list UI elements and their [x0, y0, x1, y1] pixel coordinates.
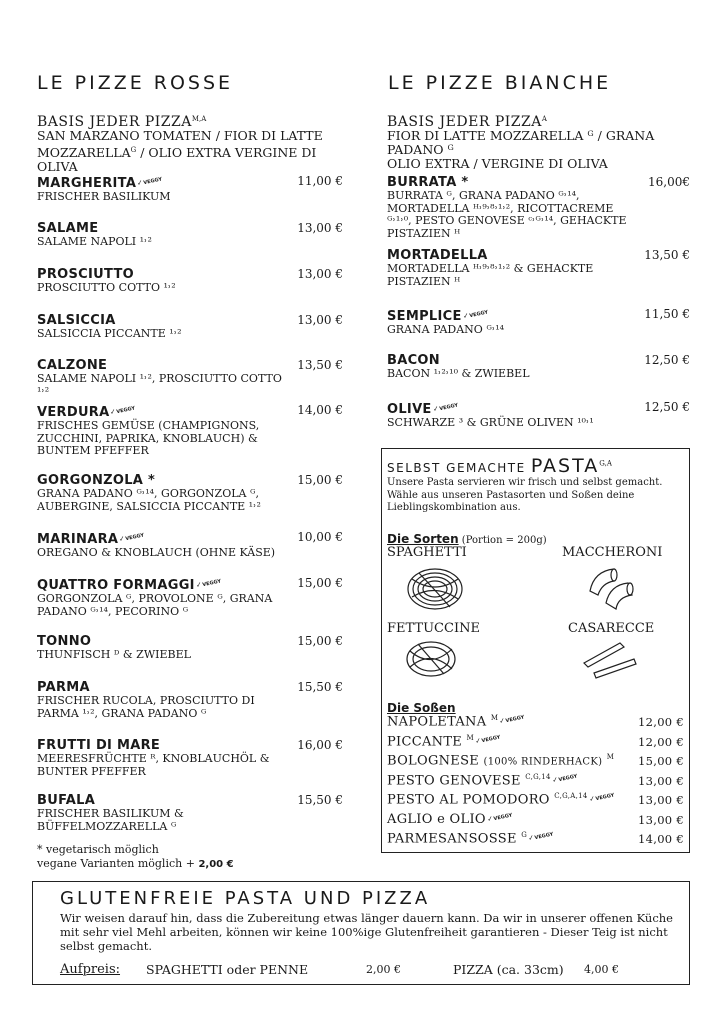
- sauce-name: PARMESANSOSSE: [387, 831, 517, 847]
- item-description: BACON ¹˒²˒¹⁰ & ZWIEBEL: [387, 367, 530, 380]
- menu-item: [37, 473, 343, 513]
- allergen-codes: M: [466, 733, 475, 742]
- veggy-icon: ✓ VEGGY: [136, 172, 164, 193]
- menu-item: [387, 353, 690, 381]
- sauce-price: 13,00 €: [638, 793, 684, 807]
- menu-item: [37, 530, 343, 560]
- sauce-price: 12,00 €: [638, 734, 684, 749]
- item-name: SEMPLICE✓ VEGGY: [387, 307, 690, 324]
- item-price: 11,00 €: [297, 174, 343, 188]
- item-description: BURRATA ᴳ, GRANA PADANO ᴳ˒¹⁴, MORTADELLA ᴴ˒⁹˒⁸˒¹˒², RICOTTACREME ᴳ˒¹˒⁰, PESTO GENOVESE ᶜ˒ᴳ˒¹⁴, GEHACKTE PISTAZIEN ᴴ: [387, 189, 627, 240]
- veggy-icon: ✓ VEGGY: [528, 830, 554, 843]
- item-name: VERDURA✓ VEGGY: [37, 403, 343, 420]
- veggy-icon: ✓ VEGGY: [551, 771, 577, 784]
- sauce-price: 12,00 €: [638, 715, 684, 729]
- item-name: PARMA: [37, 680, 90, 695]
- allergen-codes: C,G,A,14: [554, 792, 588, 800]
- sauce-extra: (100% RINDERHACK): [483, 756, 603, 768]
- veggy-icon: ✓ VEGGY: [499, 713, 525, 726]
- menu-item: [37, 403, 343, 458]
- allergen-codes: G: [521, 831, 528, 839]
- item-price: 13,50 €: [644, 248, 690, 262]
- item-description: SALAME NAPOLI ¹˒², PROSCIUTTO COTTO ¹˒²: [37, 372, 282, 398]
- item-price: 14,00 €: [297, 403, 343, 417]
- item-price: 11,50 €: [644, 307, 690, 321]
- footnote-vegetarisch: * vegetarisch möglich: [37, 843, 159, 856]
- item-name: MARGHERITA✓ VEGGY: [37, 174, 343, 191]
- fettuccine-icon: [404, 639, 458, 679]
- item-name: QUATTRO FORMAGGI✓ VEGGY: [37, 576, 343, 593]
- sauce-item: [387, 792, 684, 807]
- sorte-spaghetti: SPAGHETTI: [387, 545, 467, 560]
- veggy-icon: ✓ VEGGY: [588, 791, 614, 804]
- item-description: FRISCHER BASILIKUM & BÜFFELMOZZARELLA ᴳ: [37, 807, 184, 833]
- gluten-box: [32, 881, 690, 985]
- item-name: OLIVE✓ VEGGY: [387, 400, 690, 417]
- sauce-price: 14,00 €: [638, 832, 684, 846]
- menu-item: [37, 738, 343, 778]
- sauce-name: AGLIO e OLIO: [387, 811, 486, 827]
- item-price: 15,00 €: [297, 576, 343, 590]
- item-name: SALAME: [37, 221, 99, 236]
- menu-item: [37, 313, 343, 341]
- allergen-codes: M: [606, 753, 615, 761]
- sauce-item: [387, 753, 684, 768]
- menu-item: [387, 248, 690, 288]
- rosse-basis-head: BASIS JEDER PIZZA: [37, 114, 192, 131]
- bianche-title: LE PIZZE BIANCHE: [388, 72, 612, 94]
- item-description: SALAME NAPOLI ¹˒²: [37, 235, 152, 248]
- item-name: FRUTTI DI MARE: [37, 738, 161, 753]
- item-description: GRANA PADANO ᴳ˒¹⁴, GORGONZOLA ᴳ, AUBERGINE, SALSICCIA PICCANTE ¹˒²: [37, 487, 261, 513]
- bianche-basis: BASIS JEDER $PIZZA^A$ FIOR DI LATTE MOZZARELLA ᴳ / GRANA PADANO ᴳ OLIO EXTRA / VERGINE DI OLIVA: [387, 114, 655, 172]
- veggy-icon: ✓ VEGGY: [194, 574, 222, 595]
- item-price: 16,00€: [648, 175, 690, 189]
- item-price: 13,00 €: [297, 221, 343, 235]
- menu-item: [37, 221, 343, 249]
- casarecce-icon: [580, 637, 642, 681]
- item-price: 15,50 €: [297, 680, 343, 694]
- menu-item: [37, 634, 343, 662]
- sauce-item: [387, 773, 684, 788]
- menu-item: [37, 680, 343, 720]
- veggy-icon: ✓ VEGGY: [474, 732, 500, 745]
- rosse-basis: BASIS JEDER $PIZZA^{M,A}$ SAN MARZANO TOMATEN / FIOR DI LATTE $MOZZARELLA^G$ / OLIO EXTRA VERGINE DI OLIVA: [37, 114, 323, 175]
- item-name: BURRATA *: [387, 175, 469, 190]
- menu-item: [37, 793, 343, 833]
- item-description: SALSICCIA PICCANTE ¹˒²: [37, 327, 182, 340]
- pasta-title: SELBST GEMACHTE $PASTA^{G,A}$: [387, 455, 612, 477]
- item-price: 13,00 €: [297, 313, 343, 327]
- item-description: FRISCHES GEMÜSE (CHAMPIGNONS, ZUCCHINI, PAPRIKA, KNOBLAUCH) & BUNTEM PFEFFER: [37, 419, 260, 457]
- sauce-item: [387, 831, 684, 846]
- item-name: BACON: [387, 353, 440, 368]
- sorte-casarecce: CASARECCE: [568, 621, 655, 636]
- rosse-title: LE PIZZE ROSSE: [37, 72, 234, 94]
- item-name: GORGONZOLA *: [37, 473, 156, 488]
- sauce-name: BOLOGNESE: [387, 753, 480, 769]
- sauce-price: 13,00 €: [638, 773, 684, 788]
- item-price: 16,00 €: [297, 738, 343, 752]
- sauce-price: 15,00 €: [638, 754, 684, 768]
- gluten-option-pizza: PIZZA (ca. 33cm): [453, 962, 564, 977]
- item-name: MARINARA✓ VEGGY: [37, 530, 343, 547]
- maccheroni-icon: [584, 563, 640, 613]
- sauce-item: [387, 734, 684, 749]
- item-price: 10,00 €: [297, 530, 343, 544]
- sauce-name: PICCANTE: [387, 733, 463, 749]
- item-description: OREGANO & KNOBLAUCH (OHNE KÄSE): [37, 546, 276, 559]
- veggy-icon: ✓ VEGGY: [461, 305, 489, 326]
- item-description: FRISCHER RUCOLA, PROSCIUTTO DI PARMA ¹˒², GRANA PADANO ᴳ: [37, 694, 255, 720]
- item-name: PROSCIUTTO: [37, 267, 134, 282]
- gluten-option-pizza-price: 4,00 €: [584, 963, 619, 976]
- item-description: PROSCIUTTO COTTO ¹˒²: [37, 281, 176, 294]
- item-description: GRANA PADANO ᴳ˒¹⁴: [387, 323, 505, 336]
- veggy-icon: ✓ VEGGY: [118, 528, 146, 549]
- gluten-text: Wir weisen darauf hin, dass die Zubereitung etwas länger dauern kann. Da wir in unserer offenen Küche mit sehr viel Mehl arbeiten, können wir keine 100%ige Glutenfreiheit garantieren - Dieser Teig ist nicht selbst gemacht.: [60, 911, 673, 953]
- sossen-heading: Die Soßen: [387, 701, 456, 715]
- pasta-box: [381, 448, 690, 853]
- footnote-vegan: vegane Varianten möglich +: [37, 857, 199, 870]
- menu-item: [37, 576, 343, 618]
- item-price: 13,00 €: [297, 267, 343, 281]
- item-price: 12,50 €: [644, 353, 690, 367]
- menu-item: [387, 400, 690, 430]
- menu-item: [37, 358, 343, 398]
- aufpreis-label: Aufpreis:: [60, 962, 121, 977]
- item-description: SCHWARZE ³ & GRÜNE OLIVEN ¹⁰˒¹: [387, 416, 594, 429]
- gluten-title: GLUTENFREIE PASTA UND PIZZA: [60, 888, 431, 909]
- allergen-codes: M: [490, 714, 499, 722]
- item-name: MORTADELLA: [387, 248, 488, 263]
- item-price: 15,50 €: [297, 793, 343, 807]
- item-price: 12,50 €: [644, 400, 690, 414]
- item-price: 15,00 €: [297, 634, 343, 648]
- sauce-price: 13,00 €: [638, 812, 684, 827]
- item-description: MORTADELLA ᴴ˒⁹˒⁸˒¹˒² & GEHACKTE PISTAZIEN ᴴ: [387, 262, 594, 288]
- item-name: SALSICCIA: [37, 313, 116, 328]
- menu-item: [37, 267, 343, 295]
- sauce-name: PESTO GENOVESE: [387, 772, 521, 788]
- item-description: FRISCHER BASILIKUM: [37, 190, 171, 203]
- item-name: CALZONE: [37, 358, 108, 373]
- item-description: MEERESFRÜCHTE ᴿ, KNOBLAUCHÖL & BUNTER PFEFFER: [37, 752, 270, 778]
- pasta-intro: Unsere Pasta servieren wir frisch und selbst gemacht. Wähle aus unseren Pastasorten und Soßen deine Lieblingskombination aus.: [387, 477, 663, 513]
- veggy-icon: ✓ VEGGY: [109, 401, 137, 422]
- sauce-name: PESTO AL POMODORO: [387, 792, 550, 808]
- menu-item: [37, 174, 343, 204]
- sorten-heading: Die Sorten (Portion = 200g): [387, 532, 547, 546]
- item-price: 13,50 €: [297, 358, 343, 372]
- sauce-item: [387, 714, 684, 729]
- allergen-codes: C,G,14: [525, 772, 551, 781]
- spaghetti-icon: [404, 565, 466, 613]
- item-description: GORGONZOLA ᴳ, PROVOLONE ᴳ, GRANA PADANO ᴳ˒¹⁴, PECORINO ᴳ: [37, 592, 273, 618]
- item-name: TONNO: [37, 634, 92, 649]
- rosse-footnotes: * vegetarisch möglich vegane Varianten möglich + 2,00 €: [37, 843, 234, 870]
- bianche-basis-head: BASIS JEDER PIZZA: [387, 114, 542, 131]
- menu-item: [387, 307, 690, 337]
- sorte-fettuccine: FETTUCCINE: [387, 621, 480, 636]
- veggy-icon: ✓ VEGGY: [486, 810, 512, 823]
- item-description: THUNFISCH ᴰ & ZWIEBEL: [37, 648, 191, 661]
- menu-item: [387, 175, 690, 240]
- sauce-item: [387, 812, 684, 827]
- item-price: 15,00 €: [297, 473, 343, 487]
- sorte-maccheroni: MACCHERONI: [562, 545, 663, 560]
- item-name: BUFALA: [37, 793, 96, 808]
- gluten-option-pasta: SPAGHETTI oder PENNE: [146, 962, 309, 977]
- veggy-icon: ✓ VEGGY: [431, 398, 459, 419]
- gluten-option-pasta-price: 2,00 €: [366, 963, 401, 976]
- sauce-name: NAPOLETANA: [387, 714, 487, 730]
